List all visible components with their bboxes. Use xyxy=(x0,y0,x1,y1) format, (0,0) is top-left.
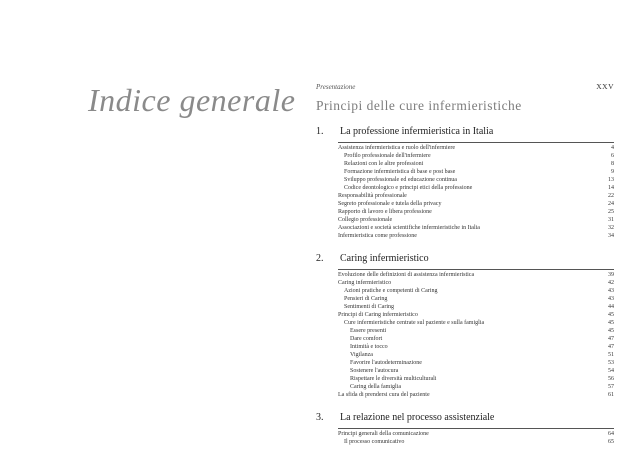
toc-entry xyxy=(338,344,614,352)
chapter-number: 2. xyxy=(316,253,324,264)
toc-entry-page: 31 xyxy=(608,217,614,223)
toc-entry-title: Principi generali della comunicazione xyxy=(338,431,429,437)
toc-entry xyxy=(338,233,614,241)
toc-entry xyxy=(338,384,614,392)
toc-entry-page: 9 xyxy=(611,169,614,175)
toc-entry-title: Codice deontologico e principi etici della professione xyxy=(344,185,473,191)
toc-entry xyxy=(338,280,614,288)
chapter-title: La relazione nel processo assistenziale xyxy=(340,412,495,423)
toc-entry-title: La sfida di prendersi cura del paziente xyxy=(338,392,430,398)
toc-entry-page: 64 xyxy=(608,431,614,437)
toc-entry-page: 45 xyxy=(608,320,614,326)
toc-entry-title: Il processo comunicativo xyxy=(344,439,405,445)
toc-entry xyxy=(338,217,614,225)
toc-entry-page: 6 xyxy=(611,153,614,159)
toc-entry-title: Infermieristica come professione xyxy=(338,233,417,239)
toc-entry xyxy=(338,169,614,177)
chapter-heading xyxy=(316,253,614,267)
toc-entry-title: Dare comfort xyxy=(350,336,383,342)
toc-entry-title: Principi di Caring infermieristico xyxy=(338,312,418,318)
toc-entry xyxy=(338,193,614,201)
toc-entry-page: 39 xyxy=(608,272,614,278)
toc-entry-title: Intimità e tocco xyxy=(350,344,388,350)
toc-entry-page: 47 xyxy=(608,336,614,342)
toc-entry-title: Assistenza infermieristica e ruolo dell'infermiere xyxy=(338,145,456,151)
toc-entry xyxy=(338,177,614,185)
chapter xyxy=(316,126,614,241)
presentazione-label: Presentazione xyxy=(316,83,356,91)
toc-entry xyxy=(338,201,614,209)
chapter-list xyxy=(316,126,614,447)
toc-entry-page: 65 xyxy=(608,439,614,445)
toc-entry-page: 14 xyxy=(608,185,614,191)
chapter-title: La professione infermieristica in Italia xyxy=(340,126,494,137)
toc-entry xyxy=(338,272,614,280)
toc-entry-page: 43 xyxy=(608,296,614,302)
toc-entry-page: 13 xyxy=(608,177,614,183)
toc-entry-page: 45 xyxy=(608,312,614,318)
toc-entry-page: 61 xyxy=(608,392,614,398)
toc-entry xyxy=(338,352,614,360)
toc-entry xyxy=(338,304,614,312)
toc-entry-page: 4 xyxy=(611,145,614,151)
toc-entry-page: 22 xyxy=(608,193,614,199)
toc-entry-page: 51 xyxy=(608,352,614,358)
toc-entry xyxy=(338,209,614,217)
toc-entry-title: Rispettare le diversità multiculturali xyxy=(350,376,437,382)
toc-entry-page: 43 xyxy=(608,288,614,294)
toc-entry-title: Cure infermieristiche centrate sul paziente e sulla famiglia xyxy=(344,320,485,326)
presentazione-page: XXV xyxy=(596,82,614,91)
chapter xyxy=(316,412,614,447)
chapter-number: 3. xyxy=(316,412,324,423)
toc-entry-title: Relazioni con le altre professioni xyxy=(344,161,424,167)
toc-entry xyxy=(338,145,614,153)
toc-entry-page: 24 xyxy=(608,201,614,207)
toc-entry-title: Evoluzione delle definizioni di assistenza infermieristica xyxy=(338,272,475,278)
toc-entry-title: Collegio professionale xyxy=(338,217,393,223)
toc-entry-page: 45 xyxy=(608,328,614,334)
presentazione-row xyxy=(316,82,614,94)
toc-entry-page: 57 xyxy=(608,384,614,390)
toc-entry xyxy=(338,225,614,233)
toc-entry-page: 34 xyxy=(608,233,614,239)
chapter-heading xyxy=(316,412,614,426)
toc-entry-page: 56 xyxy=(608,376,614,382)
chapter-title: Caring infermieristico xyxy=(340,253,429,264)
toc-entry-title: Pensieri di Caring xyxy=(344,296,388,302)
toc-entry-title: Rapporto di lavoro e libera professione xyxy=(338,209,432,215)
toc-entry xyxy=(338,296,614,304)
toc-entry-title: Responsabilità professionale xyxy=(338,193,407,199)
toc-entry-page: 47 xyxy=(608,344,614,350)
toc-entry xyxy=(338,360,614,368)
toc-entry xyxy=(338,185,614,193)
toc-entry-title: Sentimenti di Caring xyxy=(344,304,394,310)
toc-entry-page: 42 xyxy=(608,280,614,286)
toc-entry xyxy=(338,328,614,336)
toc-entry-page: 44 xyxy=(608,304,614,310)
toc-entry xyxy=(338,288,614,296)
page-title: Indice generale xyxy=(88,82,296,118)
toc-entry-title: Essere presenti xyxy=(350,328,387,334)
toc-entry xyxy=(338,439,614,447)
toc-entry xyxy=(338,431,614,439)
toc-entry-page: 8 xyxy=(611,161,614,167)
toc-entry-title: Profilo professionale dell'infermiere xyxy=(344,153,431,159)
toc-entry xyxy=(338,336,614,344)
toc-entry-title: Segreto professionale e tutela della privacy xyxy=(338,201,442,207)
part-title: Principi delle cure infermieristiche xyxy=(316,98,522,113)
toc-entry-title: Associazioni e società scientifiche infermieristiche in Italia xyxy=(338,225,480,231)
toc-entry-title: Azioni pratiche e competenti di Caring xyxy=(344,288,438,294)
toc-entry-title: Caring della famiglia xyxy=(350,384,401,390)
toc-entry xyxy=(338,153,614,161)
toc-entry-title: Sostenere l'autocura xyxy=(350,368,399,374)
toc-entry-title: Vigilanza xyxy=(350,352,373,358)
chapter-divider xyxy=(338,142,614,143)
chapter-number: 1. xyxy=(316,126,324,137)
toc-entry-page: 53 xyxy=(608,360,614,366)
toc-entry xyxy=(338,368,614,376)
chapter-heading xyxy=(316,126,614,140)
chapter xyxy=(316,253,614,400)
toc-entry-title: Caring infermieristico xyxy=(338,280,392,286)
toc-entry-title: Sviluppo professionale ed educazione continua xyxy=(344,177,457,183)
chapter-divider xyxy=(338,269,614,270)
toc-entry xyxy=(338,376,614,384)
toc-entry-page: 54 xyxy=(608,368,614,374)
toc-entry-title: Formazione infermieristica di base e post base xyxy=(344,169,456,175)
chapter-divider xyxy=(338,428,614,429)
table-of-contents xyxy=(316,82,614,447)
toc-entry-page: 32 xyxy=(608,225,614,231)
toc-entry xyxy=(338,161,614,169)
toc-entry xyxy=(338,312,614,320)
toc-entry xyxy=(338,392,614,400)
toc-entry-page: 25 xyxy=(608,209,614,215)
toc-entry-title: Favorire l'autodeterminazione xyxy=(350,360,422,366)
toc-entry xyxy=(338,320,614,328)
